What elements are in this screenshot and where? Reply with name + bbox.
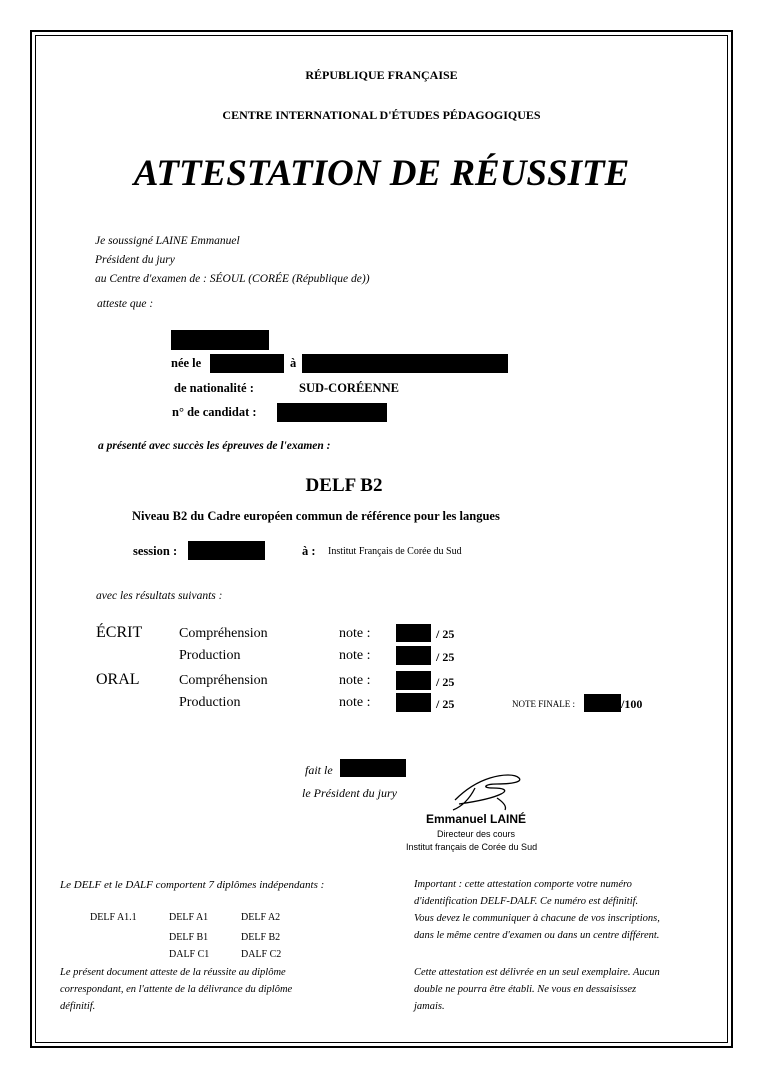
note-label-4: note :	[339, 695, 371, 710]
final-score-label: NOTE FINALE :	[512, 699, 575, 709]
diploma-a2: DELF A2	[241, 912, 281, 923]
session-redacted	[188, 541, 265, 560]
republic-heading: RÉPUBLIQUE FRANÇAISE	[305, 68, 458, 82]
signatory-institution: Institut français de Corée du Sud	[406, 842, 538, 852]
diploma-c1: DALF C1	[169, 949, 210, 960]
intro-centre: au Centre d'examen de : SÉOUL (CORÉE (République de))	[95, 273, 370, 285]
nationality-value: SUD-CORÉENNE	[299, 381, 400, 395]
session-label: session :	[133, 544, 178, 558]
note-label-3: note :	[339, 673, 371, 688]
exam-level: Niveau B2 du Cadre européen commun de référence pour les langues	[132, 509, 500, 523]
final-score-max: /100	[621, 697, 643, 711]
date-redacted	[340, 759, 406, 777]
intro-role: Président du jury	[95, 254, 175, 266]
section-ecrit: ÉCRIT	[96, 624, 143, 641]
birth-date-redacted	[210, 354, 284, 373]
presented-statement: a présenté avec succès les épreuves de l'examen :	[98, 440, 331, 452]
skill-oral-production: Production	[179, 695, 241, 710]
nationality-label: de nationalité :	[174, 381, 254, 395]
page-title: ATTESTATION DE RÉUSSITE	[133, 153, 630, 194]
footer-right-line4: dans le même centre d'examen ou dans un centre différent.	[414, 930, 660, 941]
note-redacted-4	[396, 693, 431, 712]
footer-right-line7: jamais.	[414, 1001, 445, 1012]
footer-right-line5: Cette attestation est délivrée en un seul exemplaire. Aucun	[414, 967, 660, 978]
signatory-role: Directeur des cours	[437, 829, 516, 839]
handwritten-signature	[445, 768, 530, 813]
birth-place-label: à	[290, 356, 297, 370]
birth-place-redacted	[302, 354, 508, 373]
skill-ecrit-comprehension: Compréhension	[179, 626, 268, 641]
section-oral: ORAL	[96, 671, 140, 688]
candidate-number-redacted	[277, 403, 387, 422]
note-label-2: note :	[339, 648, 371, 663]
footer-right-line6: double ne pourra être établi. Ne vous en dessaisissez	[414, 984, 637, 995]
candidate-number-label: n° de candidat :	[172, 405, 257, 419]
note-label-1: note :	[339, 626, 371, 641]
diploma-b2: DELF B2	[241, 932, 281, 943]
diploma-a1: DELF A1	[169, 912, 209, 923]
diploma-a11: DELF A1.1	[90, 912, 137, 923]
note-redacted-2	[396, 646, 431, 665]
signatory-name: Emmanuel LAINÉ	[426, 812, 527, 826]
footer-right-line3: Vous devez le communiquer à chacune de vos inscriptions,	[414, 913, 660, 924]
skill-ecrit-production: Production	[179, 648, 241, 663]
exam-name: DELF B2	[305, 475, 383, 496]
note-redacted-1	[396, 624, 431, 642]
fait-le-label: fait le	[305, 763, 333, 777]
atteste-label: atteste que :	[97, 298, 154, 310]
footer-right-line2: d'identification DELF-DALF. Ce numéro est définitif.	[414, 896, 639, 907]
note-max-1: / 25	[436, 627, 455, 641]
note-redacted-3	[396, 671, 431, 690]
intro-signatory: Je soussigné LAINE Emmanuel	[95, 235, 240, 247]
note-max-4: / 25	[436, 697, 455, 711]
footer-left-para-line2: correspondant, en l'attente de la délivrance du diplôme	[60, 984, 293, 995]
results-intro: avec les résultats suivants :	[96, 590, 223, 602]
diploma-c2: DALF C2	[241, 949, 282, 960]
exam-location: Institut Français de Corée du Sud	[328, 546, 462, 557]
skill-oral-comprehension: Compréhension	[179, 673, 268, 688]
diploma-b1: DELF B1	[169, 932, 209, 943]
diplomas-intro: Le DELF et le DALF comportent 7 diplômes indépendants :	[60, 879, 325, 891]
footer-left-para-line1: Le présent document atteste de la réussite au diplôme	[60, 967, 286, 978]
footer-left-para-line3: définitif.	[60, 1001, 96, 1012]
birth-date-label: née le	[171, 356, 202, 370]
centre-heading: CENTRE INTERNATIONAL D'ÉTUDES PÉDAGOGIQUES	[222, 108, 541, 122]
president-label: le Président du jury	[302, 786, 397, 800]
candidate-name-redacted	[171, 330, 269, 350]
exam-location-label: à :	[302, 544, 316, 558]
footer-right-line1: Important : cette attestation comporte votre numéro	[414, 879, 632, 890]
note-max-3: / 25	[436, 675, 455, 689]
note-max-2: / 25	[436, 650, 455, 664]
final-score-redacted	[584, 694, 621, 712]
